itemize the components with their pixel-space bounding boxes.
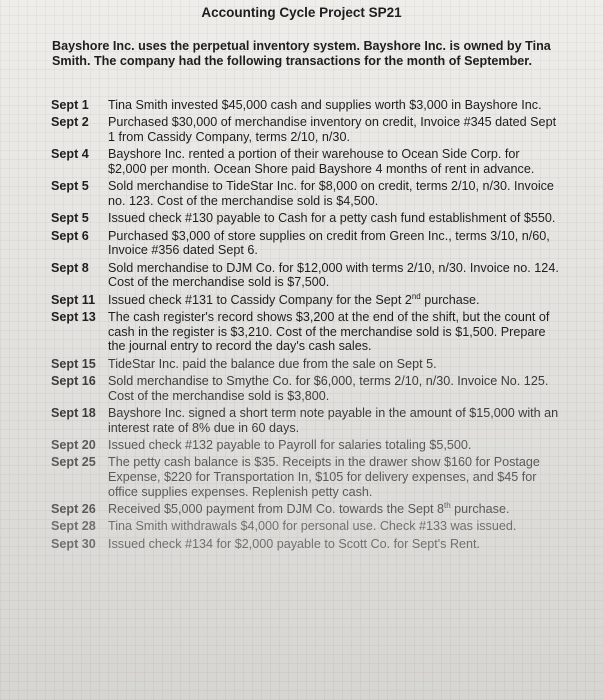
transaction-entry — [51, 406, 561, 435]
document-title: Accounting Cycle Project SP21 — [201, 5, 402, 20]
transaction-entry — [51, 357, 561, 372]
transaction-entry — [51, 211, 561, 226]
transaction-text: Sold merchandise to DJM Co. for $12,000 with terms 2/10, n/30. Invoice no. 124. Cost of the merchandise sold is $7,500. — [108, 260, 559, 290]
transaction-text: Purchased $30,000 of merchandise inventory on credit, Invoice #345 dated Sept 1 from Cassidy Company, terms 2/10, n/30. — [108, 115, 557, 144]
transaction-text: Issued check #132 payable to Payroll for salaries totaling $5,500. — [108, 438, 472, 453]
transaction-text: Purchased $3,000 of store supplies on credit from Green Inc., terms 3/10, n/60, Invoice #356 dated Sept 6. — [108, 228, 550, 258]
transaction-text-end: purchase. — [420, 292, 480, 307]
transaction-text-main: Issued check #131 to Cassidy Company for the Sept 2 — [108, 292, 412, 307]
transaction-entry — [51, 438, 561, 453]
transaction-date: Sept 4 — [51, 147, 89, 162]
transaction-text: Issued check #134 for $2,000 payable to Scott Co. for Sept's Rent. — [108, 536, 481, 551]
transaction-date: Sept 5 — [51, 179, 89, 194]
transaction-entry — [51, 98, 561, 113]
transaction-text: Sold merchandise to Smythe Co. for $6,000, terms 2/10, n/30. Invoice No. 125. Cost of the merchandise sold is $3,800. — [108, 374, 549, 403]
transaction-date: Sept 30 — [51, 536, 96, 551]
transaction-entry — [51, 374, 561, 403]
transaction-text: Bayshore Inc. signed a short term note payable in the amount of $15,000 with an interest rate of 8% due in 60 days. — [108, 406, 559, 435]
transaction-date: Sept 15 — [51, 356, 96, 371]
transaction-date: Sept 16 — [51, 374, 96, 389]
transaction-date: Sept 18 — [51, 406, 96, 421]
transaction-date: Sept 26 — [51, 502, 96, 516]
transaction-entry — [51, 455, 561, 499]
transaction-text — [108, 502, 561, 517]
transaction-list — [51, 98, 561, 554]
transaction-text: Tina Smith withdrawals $4,000 for personal use. Check #133 was issued. — [108, 519, 517, 534]
transaction-date: Sept 25 — [51, 455, 96, 470]
transaction-date: Sept 6 — [51, 228, 89, 243]
transaction-entry — [51, 293, 561, 308]
transaction-text-end: purchase. — [450, 502, 510, 516]
transaction-text — [108, 293, 561, 308]
transaction-entry — [51, 310, 561, 354]
transaction-date: Sept 13 — [51, 310, 96, 325]
transaction-date: Sept 28 — [51, 519, 96, 534]
transaction-text: Tina Smith invested $45,000 cash and supplies worth $3,000 in Bayshore Inc. — [108, 98, 542, 112]
transaction-entry — [51, 147, 561, 176]
transaction-text: TideStar Inc. paid the balance due from the sale on Sept 5. — [108, 356, 437, 371]
transaction-entry — [51, 179, 561, 208]
intro-paragraph: Bayshore Inc. uses the perpetual inventory system. Bayshore Inc. is owned by Tina Smith. The company had the following transactions for the month of September. — [52, 39, 551, 68]
ordinal-suffix: th — [444, 500, 451, 510]
transaction-entry — [51, 115, 561, 144]
transaction-text: Bayshore Inc. rented a portion of their warehouse to Ocean Side Corp. for $2,000 per month. Ocean Shore paid Bayshore 4 months of rent in advance. — [108, 147, 535, 176]
transaction-text: The cash register's record shows $3,200 at the end of the shift, but the count of cash in the register is $3,210. Cost of the merchandise sold is $1,500. Prepare the journal entry to record the day's cash sales. — [108, 310, 550, 354]
transaction-entry — [51, 519, 561, 534]
transaction-date: Sept 1 — [51, 98, 89, 112]
transaction-date: Sept 11 — [51, 292, 96, 307]
transaction-text-main: Received $5,000 payment from DJM Co. towards the Sept 8 — [108, 502, 444, 516]
transaction-date: Sept 2 — [51, 115, 89, 130]
transaction-entry — [51, 502, 561, 517]
transaction-entry — [51, 537, 561, 552]
transaction-text: Issued check #130 payable to Cash for a petty cash fund establishment of $550. — [108, 211, 556, 226]
transaction-entry — [51, 229, 561, 258]
transaction-date: Sept 8 — [51, 260, 89, 275]
transaction-date: Sept 5 — [51, 211, 89, 226]
ordinal-suffix: nd — [411, 291, 421, 301]
transaction-text: Sold merchandise to TideStar Inc. for $8,000 on credit, terms 2/10, n/30. Invoice no. 123. Cost of the merchandise sold is $4,500. — [108, 179, 554, 208]
transaction-text: The petty cash balance is $35. Receipts in the drawer show $160 for Postage Expense, $220 for Transportation In, $105 for delivery expenses, and $45 for office supplies expenses. Replenish petty cash. — [108, 455, 540, 499]
transaction-date: Sept 20 — [51, 438, 96, 453]
transaction-entry — [51, 261, 561, 290]
